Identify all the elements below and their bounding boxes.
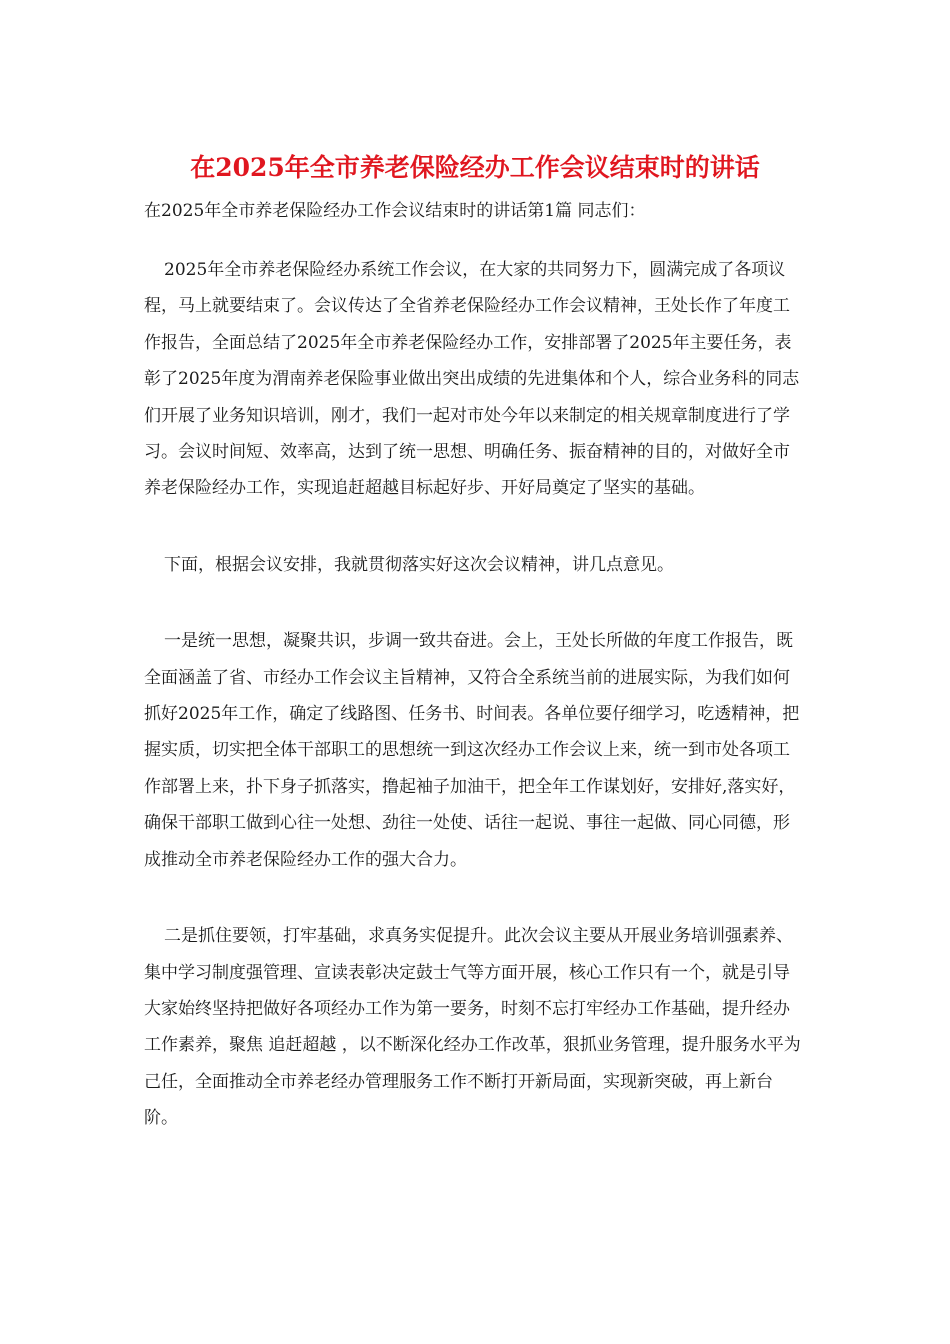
paragraph-3: 一是统一思想，凝聚共识，步调一致共奋进。会上，王处长所做的年度工作报告，既全面涵盖了省、市经办工作会议主旨精神，又符合全系统当前的进展实际，为我们如何抓好2025年工作，确定了线路图、任务书、时间表。各单位要仔细学习，吃透精神，把握实质，切实把全体干部职工的思想统一到这次经办工作会议上来，统一到市处各项工作部署上来，扑下身子抓落实，撸起袖子加油干，把全年工作谋划好，安排好,落实好，确保干部职工做到心往一处想、劲往一处使、话往一起说、事往一起做、同心同德，形成推动全市养老保险经办工作的强大合力。	[144, 631, 800, 870]
document-body	[144, 252, 804, 1177]
paragraph-4: 二是抓住要领，打牢基础，求真务实促提升。此次会议主要从开展业务培训强素养、集中学习制度强管理、宣读表彰决定鼓士气等方面开展，核心工作只有一个，就是引导大家始终坚持把做好各项经办工作为第一要务，时刻不忘打牢经办工作基础，提升经办工作素养，聚焦 追赶超越 ，以不断深化经办工作改革，狠抓业务管理，提升服务水平为己任，全面推动全市养老经办管理服务工作不断打开新局面，实现新突破，再上新台阶。	[144, 926, 801, 1129]
document-title: 在2025年全市养老保险经办工作会议结束时的讲话	[190, 153, 760, 182]
document-subtitle: 在2025年全市养老保险经办工作会议结束时的讲话第1篇 同志们：	[144, 201, 646, 221]
paragraph-2: 下面，根据会议安排，我就贯彻落实好这次会议精神，讲几点意见。	[164, 554, 674, 575]
paragraph-1: 2025年全市养老保险经办系统工作会议，在大家的共同努力下，圆满完成了各项议程，马上就要结束了。会议传达了全省养老保险经办工作会议精神，王处长作了年度工作报告，全面总结了2025年全市养老保险经办工作，安排部署了2025年主要任务，表彰了2025年度为渭南养老保险事业做出突出成绩的先进集体和个人，综合业务科的同志们开展了业务知识培训，刚才，我们一起对市处今年以来制定的相关规章制度进行了学习。会议时间短、效率高，达到了统一思想、明确任务、振奋精神的目的，对做好全市养老保险经办工作，实现追赶超越目标起好步、开好局奠定了坚实的基础。	[144, 260, 800, 499]
